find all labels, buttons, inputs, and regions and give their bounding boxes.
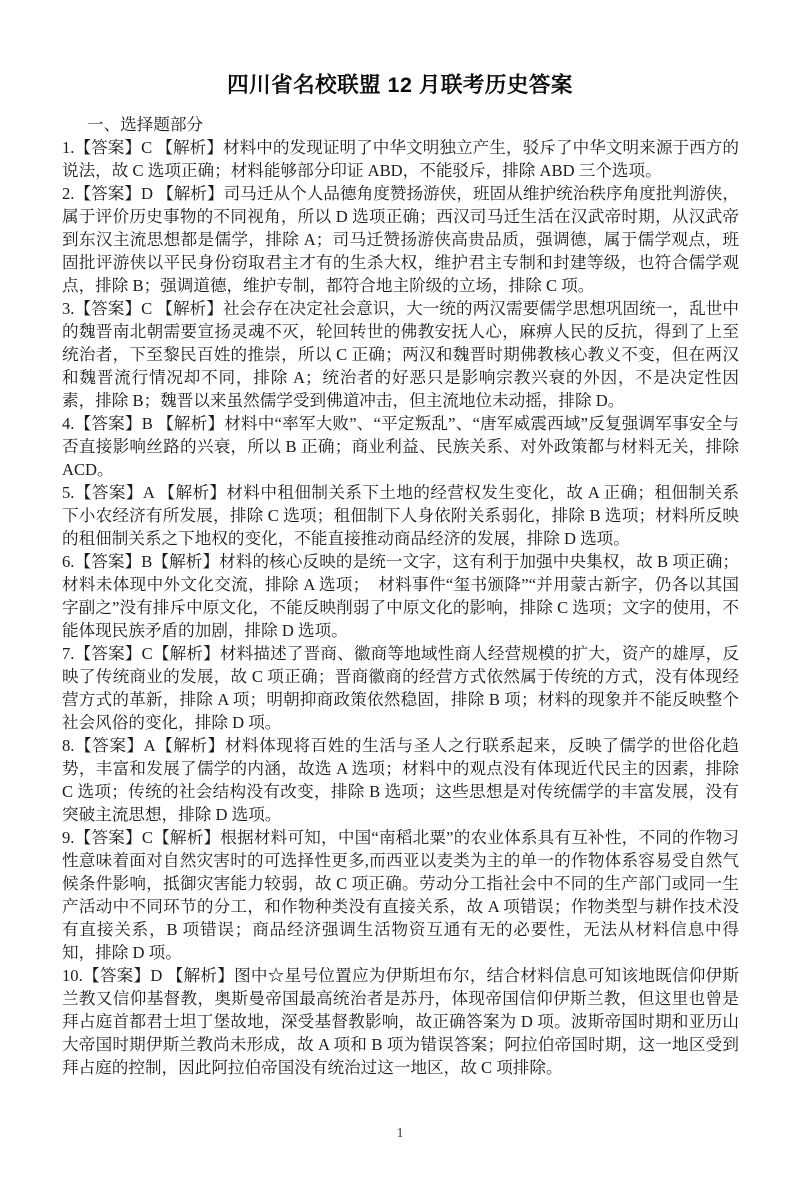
item-number: 2. bbox=[62, 184, 75, 203]
answer-item-10 bbox=[62, 964, 739, 1079]
answer-item-6 bbox=[62, 550, 739, 642]
page-title: 四川省名校联盟 12 月联考历史答案 bbox=[227, 73, 573, 97]
section-heading: 一、选择题部分 bbox=[87, 115, 204, 134]
answer-text: 【答案】C bbox=[74, 299, 157, 318]
answer-text: 【答案】A bbox=[74, 483, 159, 502]
item-number: 8. bbox=[62, 736, 75, 755]
answer-item-7 bbox=[62, 642, 739, 734]
answer-text: 【答案】C bbox=[74, 828, 153, 847]
analysis-text: 【解析】材料中租佃制关系下土地的经营权发生变化，故 A 正确；租佃制关系下小农经济有所发展，排除 C 选项；租佃制下人身依附关系弱化，排除 B 选项；材料所反映的租佃制关系之下地权的变化，不能直接推动商品经济的发展，排除 D 选项。 bbox=[62, 483, 739, 548]
item-number: 3. bbox=[62, 299, 75, 318]
analysis-text: 【解析】司马迁从个人品德角度赞扬游侠，班固从维护统治秩序角度批判游侠，属于评价历史事物的不同视角，所以 D 选项正确；西汉司马迁生活在汉武帝时期，从汉武帝到东汉主流思想都是儒学，排除 A；司马迁赞扬游侠高贵品质，强调德，属于儒学观点，班固批评游侠以平民身份窃取君主才有的生杀大权，维护君主专制和封建等级，也符合儒学观点，排除 B；强调道德，维护专制，都符合地主阶级的立场，排除 C 项。 bbox=[62, 184, 739, 295]
answer-item-8 bbox=[62, 734, 739, 826]
answer-item-9 bbox=[62, 826, 739, 964]
item-number: 9. bbox=[62, 828, 75, 847]
analysis-text: 【解析】根据材料可知，中国“南稻北粟”的农业体系具有互补性，不同的作物习性意味着面对自然灾害时的可选择性更多,而西亚以麦类为主的单一的作物体系容易受自然气候条件影响，抵御灾害能力较弱，故 C 项正确。劳动分工指社会中不同的生产部门或同一生产活动中不同环节的分工，和作物种类没有直接关系，故 A 项错误；作物类型与耕作技术没有直接关系，B 项错误；商品经济强调生活物资互通有无的必要性，无法从材料信息中得知，排除 D 项。 bbox=[62, 828, 739, 962]
answer-item-3 bbox=[62, 297, 739, 412]
analysis-text: 【解析】图中☆星号位置应为伊斯坦布尔，结合材料信息可知该地既信仰伊斯兰教又信仰基督教，奥斯曼帝国最高统治者是苏丹，体现帝国信仰伊斯兰教，但这里也曾是拜占庭首都君士坦丁堡故地，深受基督教影响，故正确答案为 D 项。波斯帝国时期和亚历山大帝国时期伊斯兰教尚未形成，故 A 项和 B 项为错误答案；阿拉伯帝国时期，这一地区受到拜占庭的控制，因此阿拉伯帝国没有统治过这一地区，故 C 项排除。 bbox=[62, 966, 739, 1077]
answer-item-1 bbox=[62, 136, 739, 182]
answer-item-4 bbox=[62, 412, 739, 481]
answer-text: 【答案】D bbox=[74, 184, 158, 203]
page-number: 1 bbox=[396, 1126, 404, 1141]
document-body bbox=[62, 113, 739, 1079]
answer-item-5 bbox=[62, 481, 739, 550]
item-number: 6. bbox=[62, 552, 75, 571]
analysis-text: 【解析】材料描述了晋商、徽商等地域性商人经营规模的扩大，资产的雄厚，反映了传统商业的发展，故 C 项正确；晋商徽商的经营方式依然属于传统的方式，没有体现经营方式的革新，排除 A 项；明朝抑商政策依然稳固，排除 B 项；材料的现象并不能反映整个社会风俗的变化，排除 D 项。 bbox=[62, 644, 739, 732]
answer-text: 【答案】B bbox=[74, 414, 158, 433]
item-number: 7. bbox=[62, 644, 75, 663]
analysis-text: 【解析】社会存在决定社会意识，大一统的两汉需要儒学思想巩固统一，乱世中的魏晋南北朝需要宣扬灵魂不灭，轮回转世的佛教安抚人心，麻痹人民的反抗，得到了上至统治者，下至黎民百姓的推崇，所以 C 正确；两汉和魏晋时期佛教核心教义不变，但在两汉和魏晋流行情况却不同，排除 A；统治者的好恶只是影响宗教兴衰的外因，不是决定性因素，排除 B；魏晋以来虽然儒学受到佛道冲击，但主流地位未动摇，排除 D。 bbox=[62, 299, 740, 410]
analysis-text: 【解析】材料中的发现证明了中华文明独立产生，驳斥了中华文明来源于西方的说法，故 C 选项正确；材料能够部分印证 ABD，不能驳斥，排除 ABD 三个选项。 bbox=[62, 138, 740, 180]
answer-text: 【答案】B bbox=[74, 552, 153, 571]
analysis-text: 【解析】材料体现将百姓的生活与圣人之行联系起来，反映了儒学的世俗化趋势，丰富和发展了儒学的内涵，故选 A 选项；材料中的观点没有体现近代民主的因素，排除 C 选项；传统的社会结构没有改变，排除 B 选项；这些思想是对传统儒学的丰富发展，没有突破主流思想，排除 D 选项。 bbox=[62, 736, 740, 824]
item-number: 5. bbox=[62, 483, 75, 502]
answer-text: 【答案】D bbox=[82, 966, 167, 985]
item-number: 1. bbox=[62, 138, 75, 157]
answer-text: 【答案】C bbox=[74, 644, 153, 663]
item-number: 10. bbox=[62, 966, 83, 985]
answer-text: 【答案】A bbox=[74, 736, 156, 755]
answer-text: 【答案】C bbox=[74, 138, 157, 157]
answer-item-2 bbox=[62, 182, 739, 297]
analysis-text: 【解析】材料的核心反映的是统一文字，这有利于加强中央集权，故 B 项正确；材料未体现中外文化交流，排除 A 选项； 材料事件“玺书颁降”“并用蒙古新字，仍各以其国字副之”没有排斥中原文化，不能反映削弱了中原文化的影响，排除 C 选项；文字的使用，不能体现民族矛盾的加剧，排除 D 选项。 bbox=[62, 552, 739, 640]
analysis-text: 【解析】材料中“率军大败”、“平定叛乱”、“唐军威震西域”反复强调军事安全与否直接影响丝路的兴衰，所以 B 正确；商业利益、民族关系、对外政策都与材料无关，排除 ACD。 bbox=[62, 414, 739, 479]
item-number: 4. bbox=[62, 414, 75, 433]
